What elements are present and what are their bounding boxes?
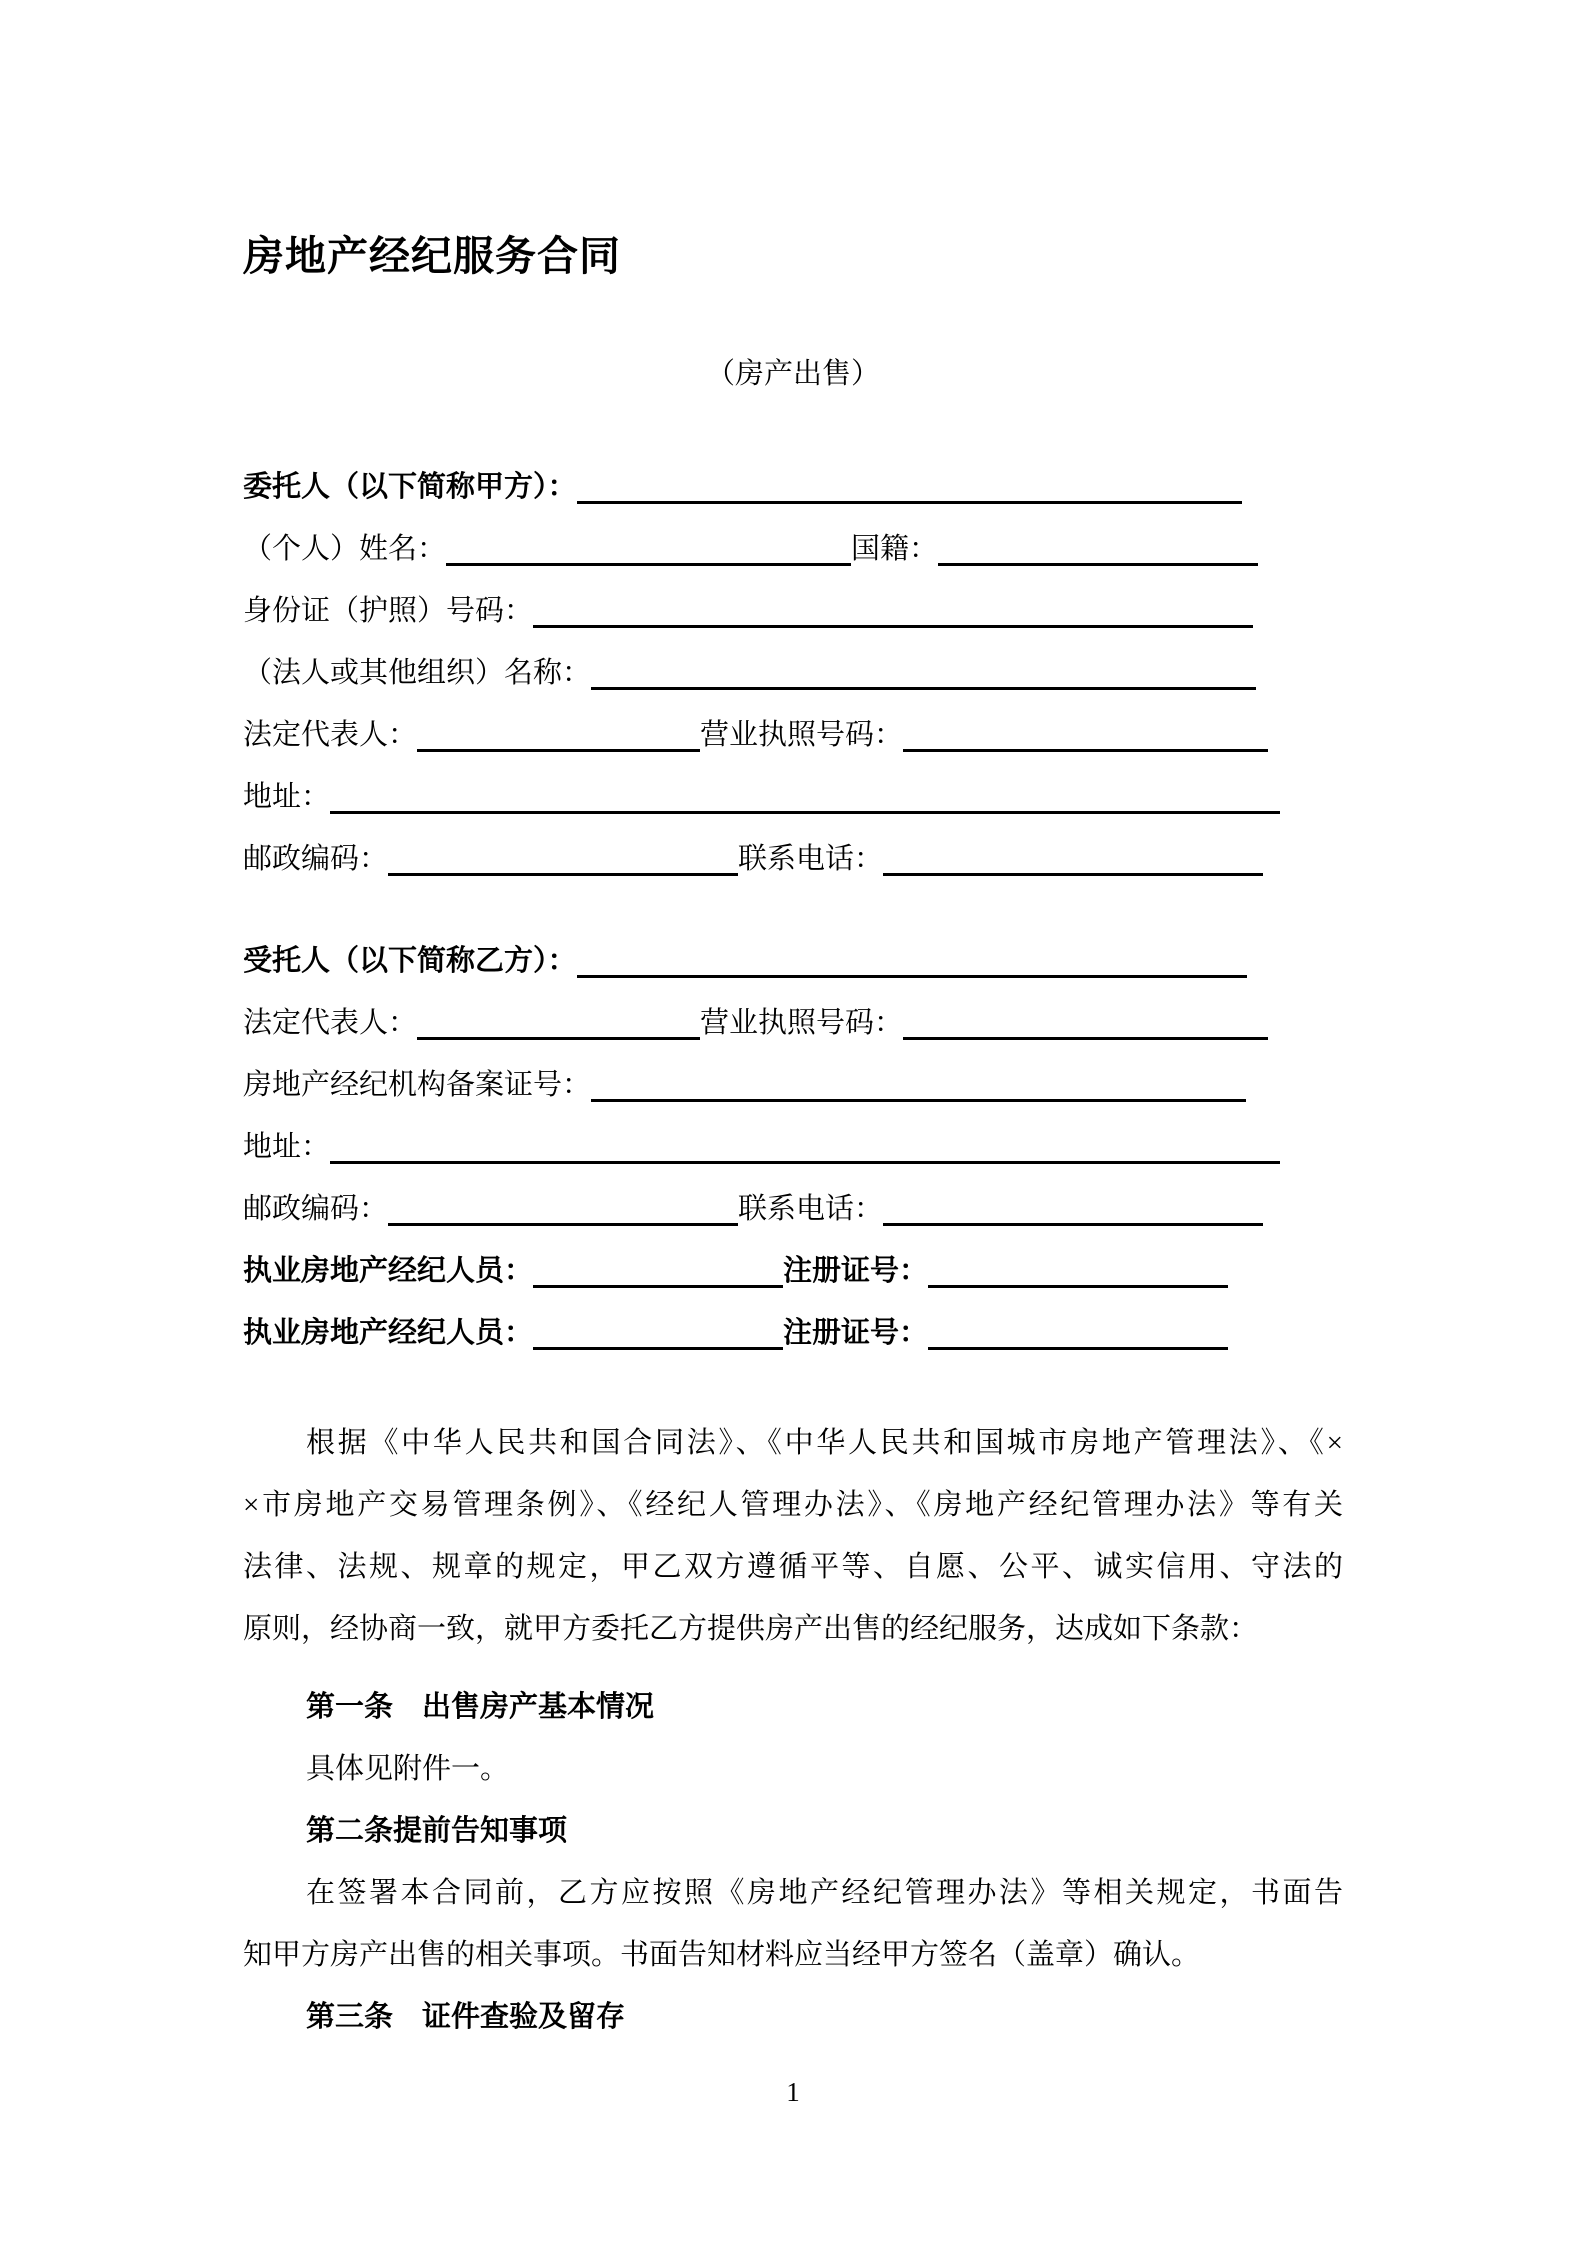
legal-rep-blank <box>417 748 700 752</box>
form-row-party-a-address <box>243 766 1343 828</box>
party-b-name-blank <box>577 974 1247 978</box>
form-row-personal-name <box>243 518 1343 580</box>
article-2-body-line-1: 在签署本合同前，乙方应按照《房地产经纪管理办法》等相关规定，书面告 <box>306 1877 1343 1909</box>
preamble-line-3: 法律、法规、规章的规定，甲乙双方遵循平等、自愿、公平、诚实信用、守法的 <box>243 1551 1343 1583</box>
form-row-broker-record-number <box>243 1054 1343 1116</box>
registration-number-label-1: 注册证号： <box>783 1255 929 1287</box>
document-subtitle: （房产出售） <box>705 358 880 390</box>
broker-record-label: 房地产经纪机构备案证号： <box>243 1069 592 1101</box>
form-row-party-b-address <box>243 1116 1343 1178</box>
address-label: 地址： <box>243 781 331 813</box>
personal-name-label: （个人）姓名： <box>243 533 447 565</box>
form-row-party-a-legal-rep <box>243 704 1343 766</box>
party-a-heading-label: 委托人（以下简称甲方）： <box>243 471 577 503</box>
form-row-broker-agent-1 <box>243 1240 1343 1302</box>
registration-number-label-2: 注册证号： <box>783 1317 929 1349</box>
page-number: 1 <box>786 2077 800 2107</box>
party-a-name-blank <box>577 500 1242 504</box>
form-row-party-b-legal-rep <box>243 992 1343 1054</box>
form-row-party-b-heading <box>243 930 1343 992</box>
article-1-heading: 第一条 出售房产基本情况 <box>306 1691 655 1723</box>
postal-code-label-b: 邮政编码： <box>243 1193 389 1225</box>
license-number-label-b: 营业执照号码： <box>700 1007 904 1039</box>
article-1-body: 具体见附件一。 <box>306 1753 510 1785</box>
document-title: 房地产经纪服务合同 <box>243 233 621 279</box>
form-row-id-number <box>243 580 1343 642</box>
phone-blank-b <box>883 1222 1263 1226</box>
org-name-blank <box>591 686 1256 690</box>
legal-rep-label-b: 法定代表人： <box>243 1007 418 1039</box>
broker-agent-blank-2 <box>533 1346 783 1350</box>
org-name-label: （法人或其他组织）名称： <box>243 657 592 689</box>
registration-number-blank-1 <box>928 1284 1228 1288</box>
form-row-party-a-heading <box>243 456 1343 518</box>
address-label-b: 地址： <box>243 1131 331 1163</box>
id-number-blank <box>533 624 1253 628</box>
legal-rep-label: 法定代表人： <box>243 719 418 751</box>
party-b-heading-label: 受托人（以下简称乙方）： <box>243 945 577 977</box>
party-b-section <box>243 930 1343 1364</box>
article-3-heading: 第三条 证件查验及留存 <box>306 2001 626 2033</box>
address-blank-b <box>330 1160 1280 1164</box>
form-row-org-name <box>243 642 1343 704</box>
preamble-line-2: ×市房地产交易管理条例》、《经纪人管理办法》、《房地产经纪管理办法》等有关 <box>243 1489 1343 1521</box>
document-content <box>243 0 1343 2048</box>
postal-code-label: 邮政编码： <box>243 843 389 875</box>
registration-number-blank-2 <box>928 1346 1228 1350</box>
license-number-blank-b <box>903 1036 1268 1040</box>
party-a-section <box>243 456 1343 890</box>
postal-code-blank <box>388 872 738 876</box>
broker-agent-label-2: 执业房地产经纪人员： <box>243 1317 534 1349</box>
legal-rep-blank-b <box>417 1036 700 1040</box>
broker-record-blank <box>591 1098 1246 1102</box>
phone-label-b: 联系电话： <box>738 1193 884 1225</box>
personal-name-blank <box>446 562 851 566</box>
broker-agent-blank-1 <box>533 1284 783 1288</box>
preamble-line-1: 根据《中华人民共和国合同法》、《中华人民共和国城市房地产管理法》、《× <box>306 1427 1343 1459</box>
broker-agent-label-1: 执业房地产经纪人员： <box>243 1255 534 1287</box>
nationality-label: 国籍： <box>851 533 939 565</box>
license-number-blank <box>903 748 1268 752</box>
id-number-label: 身份证（护照）号码： <box>243 595 534 627</box>
nationality-blank <box>938 562 1258 566</box>
phone-blank <box>883 872 1263 876</box>
phone-label: 联系电话： <box>738 843 884 875</box>
preamble-line-4: 原则，经协商一致，就甲方委托乙方提供房产出售的经纪服务，达成如下条款： <box>243 1613 1259 1645</box>
address-blank <box>330 810 1280 814</box>
form-row-broker-agent-2 <box>243 1302 1343 1364</box>
article-2-heading: 第二条提前告知事项 <box>306 1815 568 1847</box>
license-number-label: 营业执照号码： <box>700 719 904 751</box>
article-2-body-line-2: 知甲方房产出售的相关事项。书面告知材料应当经甲方签名（盖章）确认。 <box>243 1939 1201 1971</box>
postal-code-blank-b <box>388 1222 738 1226</box>
form-row-party-a-postal <box>243 828 1343 890</box>
form-row-party-b-postal <box>243 1178 1343 1240</box>
preamble-paragraph <box>243 1412 1343 1660</box>
